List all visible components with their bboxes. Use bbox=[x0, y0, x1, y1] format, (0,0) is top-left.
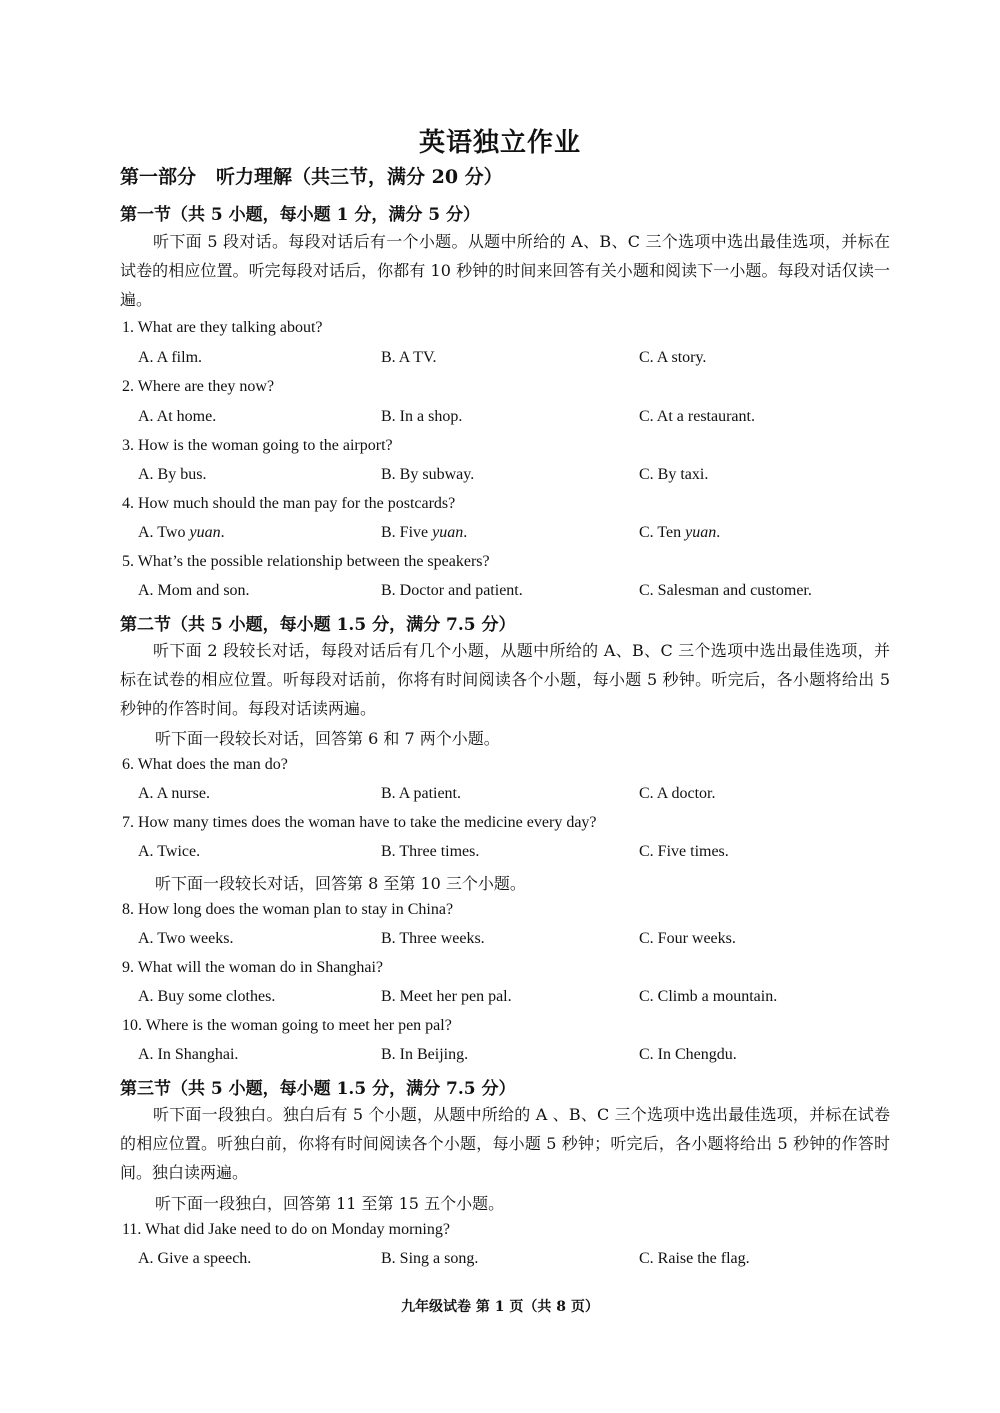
question-6-option-b: B. A patient. bbox=[381, 785, 461, 802]
question-10-option-b: B. In Beijing. bbox=[381, 1046, 469, 1063]
part-title: 听力理解（共三节，满分 20 分） bbox=[216, 166, 503, 188]
question-7-option-c: C. Five times. bbox=[639, 843, 729, 860]
question-9-option-b: B. Meet her pen pal. bbox=[381, 988, 512, 1005]
question-5-option-a: A. Mom and son. bbox=[138, 582, 250, 599]
question-4: 4. How much should the man pay for the postcards? bbox=[122, 495, 456, 512]
section-1-heading: 第一节（共 5 小题，每小题 1 分，满分 5 分） bbox=[120, 205, 480, 225]
question-5-option-b: B. Doctor and patient. bbox=[381, 582, 523, 599]
question-3-option-b: B. By subway. bbox=[381, 466, 475, 483]
question-10-option-a: A. In Shanghai. bbox=[138, 1046, 239, 1063]
section-3-heading: 第三节（共 5 小题，每小题 1.5 分，满分 7.5 分） bbox=[120, 1079, 516, 1099]
part-label: 第一部分 bbox=[120, 166, 197, 188]
question-6: 6. What does the man do? bbox=[122, 756, 288, 773]
question-2-option-a: A. At home. bbox=[138, 408, 217, 425]
question-9-option-c: C. Climb a mountain. bbox=[639, 988, 778, 1005]
question-5: 5. What’s the possible relationship between the speakers? bbox=[122, 553, 490, 570]
section-3-note: 听下面一段独白，回答第 11 至第 15 五个小题。 bbox=[155, 1194, 505, 1213]
section-2-note-1: 听下面一段较长对话，回答第 6 和 7 两个小题。 bbox=[155, 729, 500, 748]
question-4-option-b: B. Five yuan. bbox=[381, 524, 468, 541]
part-heading bbox=[120, 162, 503, 189]
question-8-option-a: A. Two weeks. bbox=[138, 930, 234, 947]
page-footer: 九年级试卷 第 1 页（共 8 页） bbox=[401, 1299, 599, 1315]
question-3-option-a: A. By bus. bbox=[138, 466, 207, 483]
section-2-instructions: 听下面 2 段较长对话，每段对话后有几个小题，从题中所给的 A、B、C 三个选项中选出最佳选项，并标在试卷的相应位置。听每段对话前，你将有时间阅读各个小题，每小题 5 秒钟。听完后，各小题将给出 5 秒钟的作答时间。每段对话读两遍。 bbox=[120, 641, 890, 718]
question-4-option-c: C. Ten yuan. bbox=[639, 524, 721, 541]
question-1-option-a: A. A film. bbox=[138, 349, 203, 366]
question-8: 8. How long does the woman plan to stay in China? bbox=[122, 901, 454, 918]
question-7-option-a: A. Twice. bbox=[138, 843, 201, 860]
question-11: 11. What did Jake need to do on Monday morning? bbox=[122, 1221, 450, 1238]
question-6-option-c: C. A doctor. bbox=[639, 785, 716, 802]
section-3-instructions: 听下面一段独白。独白后有 5 个小题，从题中所给的 A 、B、C 三个选项中选出最佳选项，并标在试卷的相应位置。听独白前，你将有时间阅读各个小题，每小题 5 秒钟；听完后，各小题将给出 5 秒钟的作答时间。独白读两遍。 bbox=[120, 1105, 890, 1182]
question-9-option-a: A. Buy some clothes. bbox=[138, 988, 276, 1005]
question-1-option-c: C. A story. bbox=[639, 349, 707, 366]
question-3: 3. How is the woman going to the airport? bbox=[122, 437, 393, 454]
section-1-instructions: 听下面 5 段对话。每段对话后有一个小题。从题中所给的 A、B、C 三个选项中选出最佳选项，并标在试卷的相应位置。听完每段对话后，你都有 10 秒钟的时间来回答有关小题和阅读下一小题。每段对话仅读一遍。 bbox=[120, 232, 890, 309]
question-6-option-a: A. A nurse. bbox=[138, 785, 210, 802]
question-11-option-a: A. Give a speech. bbox=[138, 1250, 252, 1267]
question-8-option-c: C. Four weeks. bbox=[639, 930, 736, 947]
question-11-option-c: C. Raise the flag. bbox=[639, 1250, 750, 1267]
question-7-option-b: B. Three times. bbox=[381, 843, 480, 860]
question-10-option-c: C. In Chengdu. bbox=[639, 1046, 737, 1063]
question-11-option-b: B. Sing a song. bbox=[381, 1250, 479, 1267]
question-5-option-c: C. Salesman and customer. bbox=[639, 582, 812, 599]
question-8-option-b: B. Three weeks. bbox=[381, 930, 485, 947]
question-2: 2. Where are they now? bbox=[122, 378, 275, 395]
question-2-option-c: C. At a restaurant. bbox=[639, 408, 755, 425]
question-1-option-b: B. A TV. bbox=[381, 349, 437, 366]
page-title: 英语独立作业 bbox=[418, 128, 581, 158]
question-4-option-a: A. Two yuan. bbox=[138, 524, 225, 541]
question-2-option-b: B. In a shop. bbox=[381, 408, 463, 425]
section-2-note-2: 听下面一段较长对话，回答第 8 至第 10 三个小题。 bbox=[155, 874, 526, 893]
question-3-option-c: C. By taxi. bbox=[639, 466, 709, 483]
question-1: 1. What are they talking about? bbox=[122, 319, 323, 336]
section-2-heading: 第二节（共 5 小题，每小题 1.5 分，满分 7.5 分） bbox=[120, 615, 516, 635]
question-10: 10. Where is the woman going to meet her pen pal? bbox=[122, 1017, 452, 1034]
question-7: 7. How many times does the woman have to take the medicine every day? bbox=[122, 814, 597, 831]
question-9: 9. What will the woman do in Shanghai? bbox=[122, 959, 383, 976]
